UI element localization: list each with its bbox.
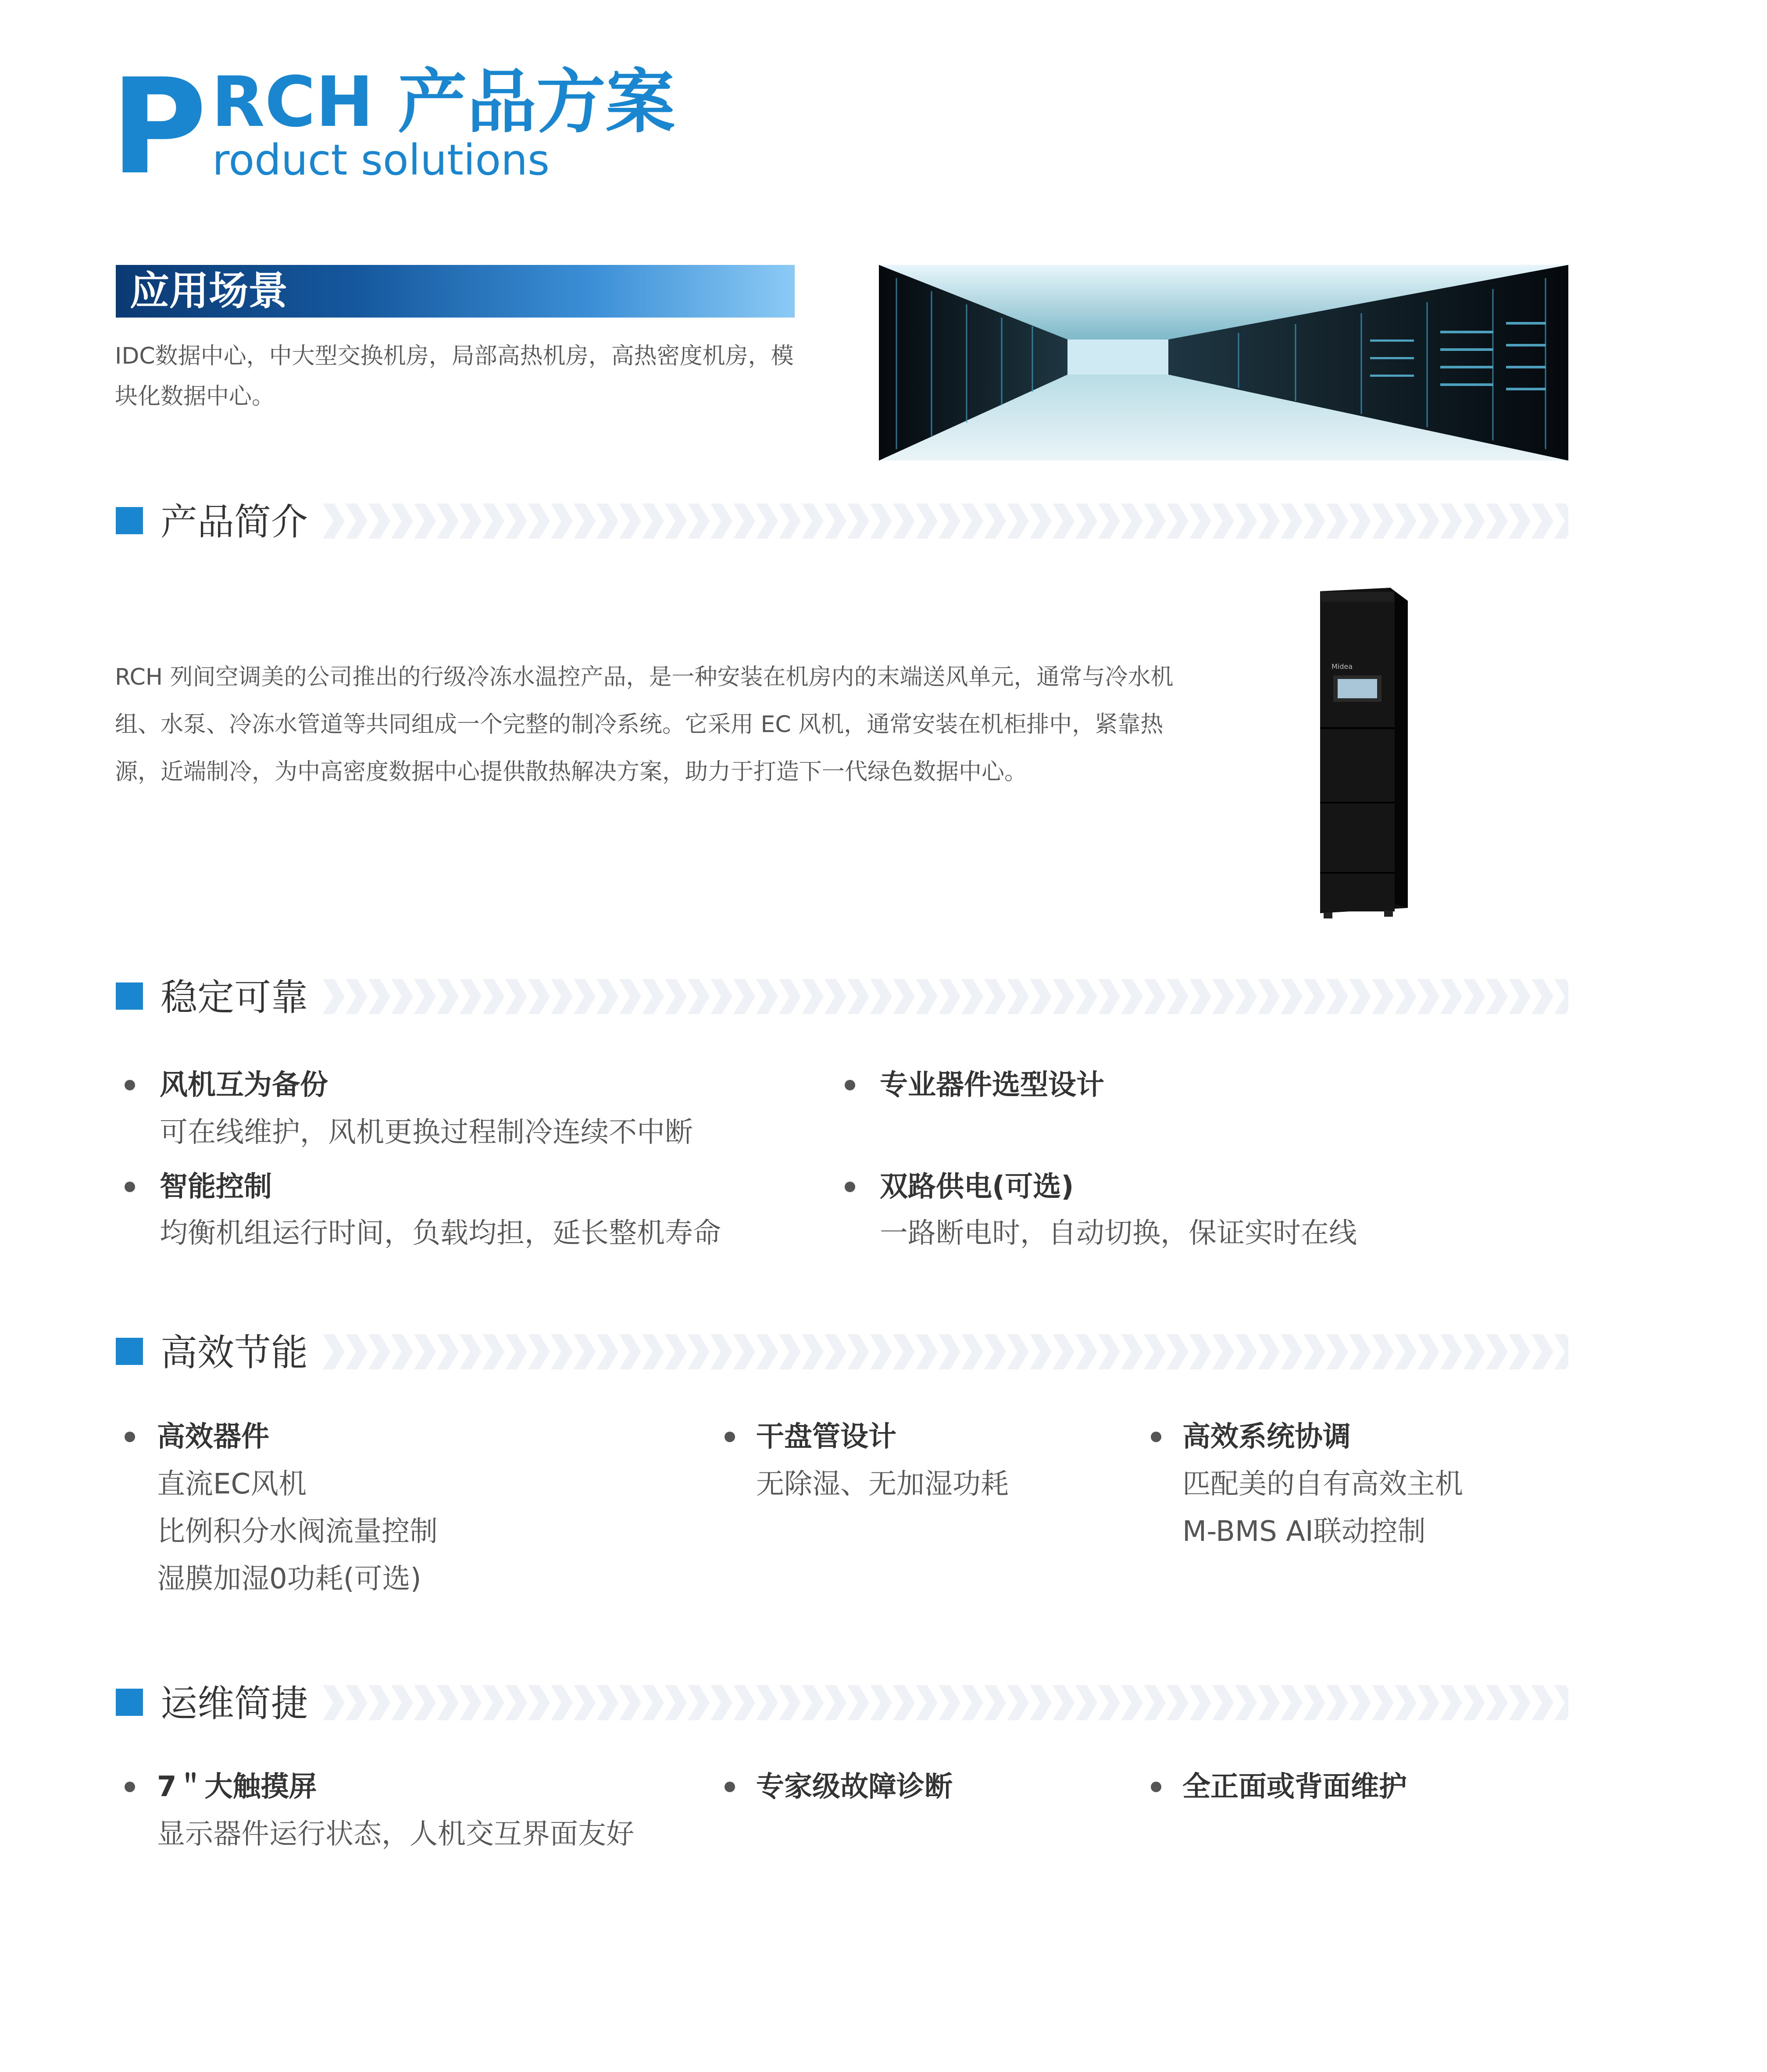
item-touch-screen-desc: 显示器件运行状态，人机交互界面友好 [157,1818,634,1851]
section-title-maintenance: 运维简捷 [161,1682,308,1725]
bullet-dot [125,1782,135,1792]
item-front-back-maintenance: 全正面或背面维护 [1182,1771,1407,1803]
item-efficient-components-desc-1: 直流EC风机 [157,1468,307,1500]
item-efficient-components-desc-2: 比例积分水阀流量控制 [157,1515,438,1548]
scene-title: 应用场景 [130,268,288,314]
rch-unit-photo [1303,583,1421,921]
page-subtitle: roduct solutions [212,136,550,185]
section-marker [116,507,143,534]
chevron-divider [323,1334,1568,1369]
section-marker [116,1689,143,1716]
svg-text:Midea: Midea [1331,662,1353,671]
item-dry-coil-desc: 无除湿、无加湿功耗 [756,1468,1009,1500]
chevron-divider [323,979,1568,1014]
bullet-dot [1151,1432,1161,1442]
item-efficient-components: 高效器件 [157,1421,269,1453]
item-smart-control-desc: 均衡机组运行时间，负载均担，延长整机寿命 [160,1217,721,1250]
item-fan-backup: 风机互为备份 [160,1069,328,1101]
chevron-divider [323,1685,1568,1720]
item-system-coordination-desc-2: M-BMS AI联动控制 [1182,1515,1426,1548]
bullet-dot [725,1782,735,1792]
bullet-dot [125,1432,135,1442]
item-dry-coil: 干盘管设计 [756,1421,896,1453]
page-title: RCH 产品方案 [211,62,675,143]
bullet-dot [845,1182,855,1192]
item-dual-power: 双路供电(可选) [880,1171,1074,1203]
section-title-intro: 产品简介 [161,500,308,543]
bullet-dot [725,1432,735,1442]
item-dual-power-desc: 一路断电时，自动切换，保证实时在线 [880,1217,1357,1250]
bullet-dot [125,1080,135,1090]
bullet-dot [1151,1782,1161,1792]
logo-letter-p: P [111,50,203,204]
item-system-coordination-desc-1: 匹配美的自有高效主机 [1182,1468,1463,1500]
section-title-efficient: 高效节能 [161,1331,308,1374]
section-title-reliable: 稳定可靠 [161,976,308,1019]
item-efficient-components-desc-3: 湿膜加湿0功耗(可选) [157,1563,421,1595]
chevron-divider [323,504,1568,539]
section-marker [116,982,143,1010]
item-smart-control: 智能控制 [160,1171,272,1203]
scene-text: IDC数据中心，中大型交换机房，局部高热机房，高热密度机房，模块化数据中心。 [115,343,794,410]
item-system-coordination: 高效系统协调 [1182,1421,1351,1453]
item-fan-backup-desc: 可在线维护，风机更换过程制冷连续不中断 [160,1116,693,1149]
bullet-dot [845,1080,855,1090]
section-marker [116,1338,143,1365]
data-center-photo [879,265,1568,461]
item-component-design: 专业器件选型设计 [880,1069,1104,1101]
item-touch-screen: 7＂大触摸屏 [157,1771,317,1803]
item-fault-diagnosis: 专家级故障诊断 [756,1771,953,1803]
bullet-dot [125,1182,135,1192]
intro-text: RCH 列间空调美的公司推出的行级冷冻水温控产品，是一种安装在机房内的末端送风单元，通常与冷水机组、水泵、冷冻水管道等共同组成一个完整的制冷系统。它采用 EC 风机，通常安装在机柜排中，紧靠热源，近端制冷，为中高密度数据中心提供散热解决方案，助力于打造下一代绿色数据中心。 [115,664,1174,785]
